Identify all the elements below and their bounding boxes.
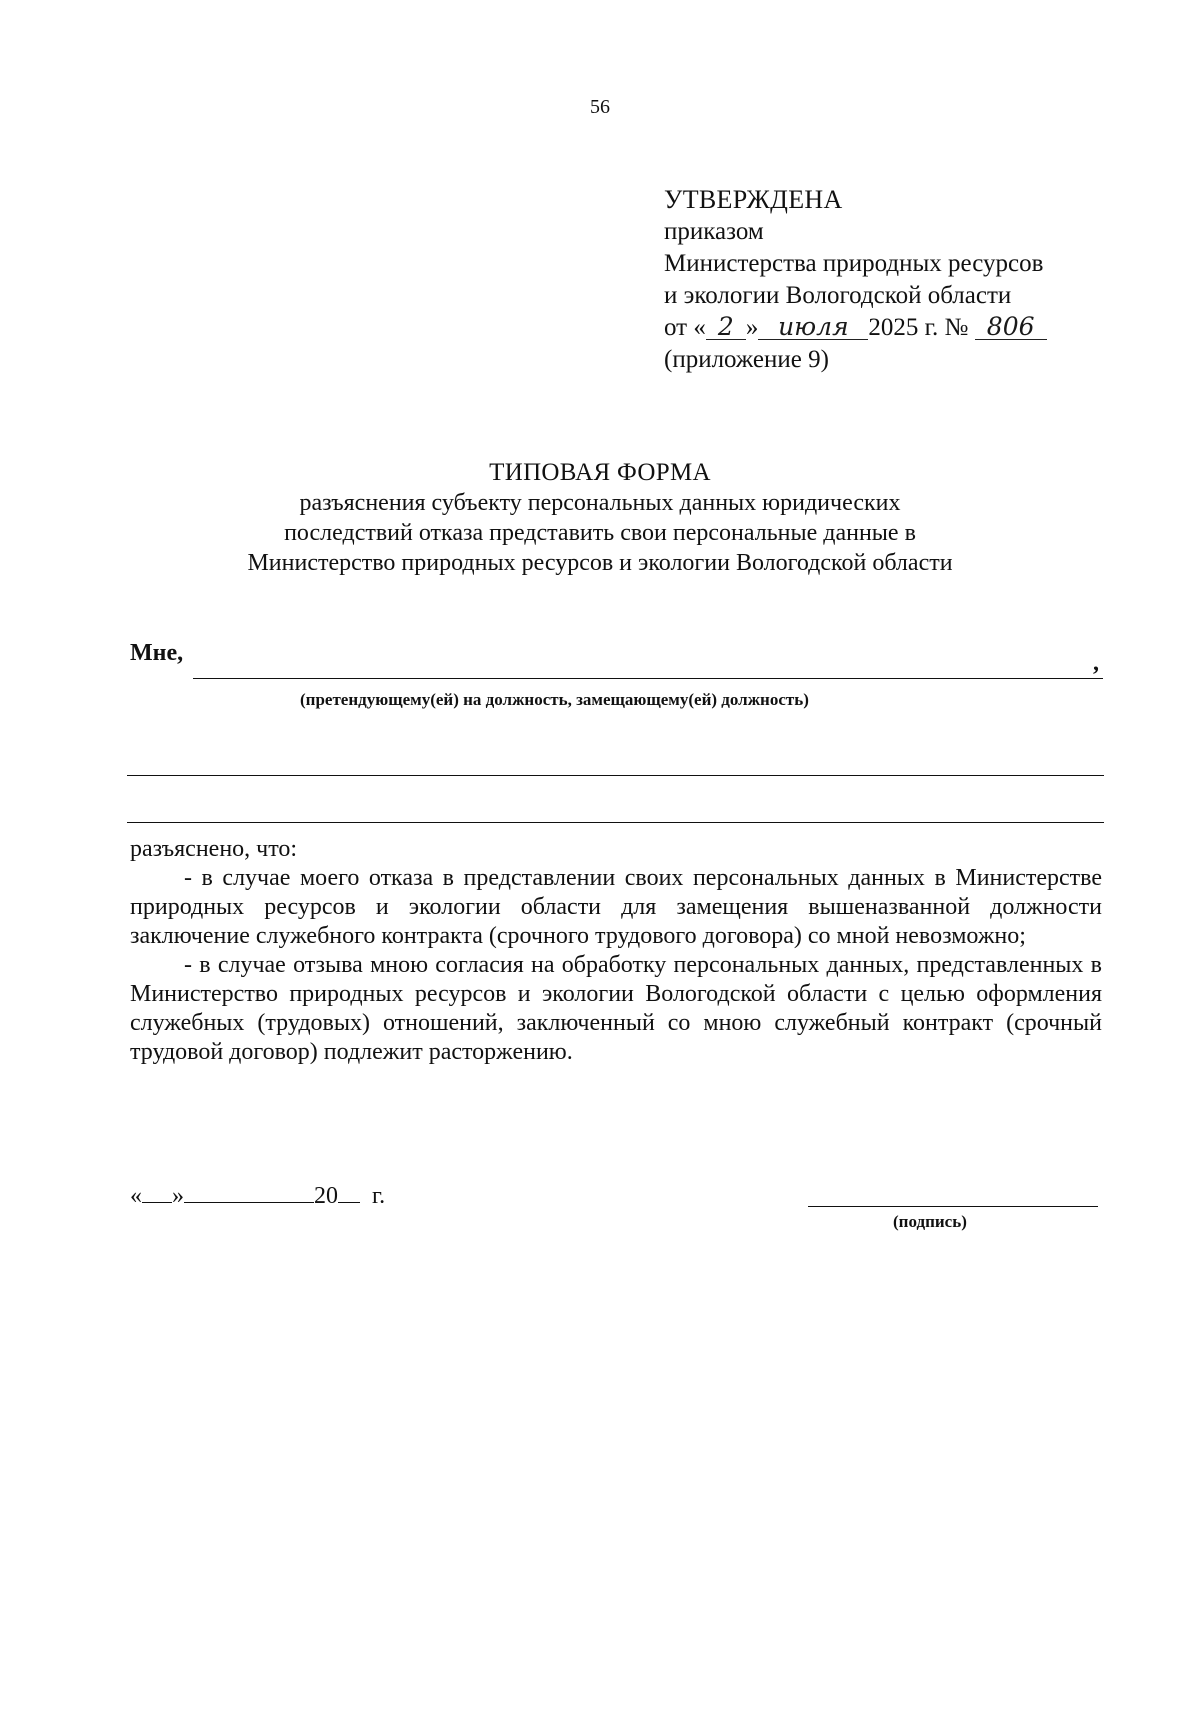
day-blank[interactable] bbox=[142, 1180, 172, 1203]
date-suffix: 2025 г. № bbox=[868, 314, 969, 341]
name-fill-line[interactable] bbox=[193, 678, 1103, 679]
signature-hint: (подпись) bbox=[893, 1212, 967, 1231]
approval-line-order: приказом bbox=[664, 218, 764, 245]
date-prefix: от « bbox=[664, 314, 706, 341]
handwritten-number: 806 bbox=[975, 315, 1047, 340]
form-subtitle-line-1: разъяснения субъекту персональных данных юридических bbox=[299, 490, 901, 516]
page-number: 56 bbox=[590, 96, 610, 118]
approval-date-line bbox=[664, 312, 1047, 344]
form-title-block bbox=[170, 458, 1030, 578]
month-blank[interactable] bbox=[184, 1180, 314, 1203]
approval-block bbox=[664, 184, 1047, 376]
explanation-intro: разъяснено, что: bbox=[130, 836, 298, 862]
position-hint: (претендующему(ей) на должность, замещающему(ей) должность) bbox=[300, 690, 809, 709]
year-prefix: 20 bbox=[314, 1183, 338, 1209]
form-title: ТИПОВАЯ ФОРМА bbox=[489, 459, 711, 486]
appendix-label: (приложение 9) bbox=[664, 346, 829, 373]
explanation-item-1: - в случае моего отказа в представлении своих персональных данных в Министерстве природных ресурсов и экологии области для замещения вышеназванной должности заключение служебного контракта (срочного трудового договора) со мной невозможно; bbox=[130, 865, 1102, 949]
approval-line-region: и экологии Вологодской области bbox=[664, 282, 1012, 309]
handwritten-day: 2 bbox=[706, 315, 746, 340]
date-open-quote: « bbox=[130, 1183, 142, 1209]
form-subtitle-line-3: Министерство природных ресурсов и экологии Вологодской области bbox=[247, 550, 953, 576]
explanation-item-2: - в случае отзыва мною согласия на обработку персональных данных, представленных в Министерство природных ресурсов и экологии Вологодской области с целью оформления служебных (трудовых) отношений, заключенный со мною служебный контракт (срочный трудовой договор) подлежит расторжению. bbox=[130, 952, 1102, 1065]
approval-line-ministry: Министерства природных ресурсов bbox=[664, 250, 1044, 277]
date-close-quote: » bbox=[172, 1183, 184, 1209]
handwritten-month: июля bbox=[758, 315, 868, 340]
year-suffix: г. bbox=[372, 1183, 386, 1209]
position-fill-line-2[interactable] bbox=[127, 822, 1104, 823]
signature-line[interactable] bbox=[808, 1206, 1098, 1207]
date-mid: » bbox=[745, 314, 759, 341]
position-fill-line-1[interactable] bbox=[127, 775, 1104, 776]
mne-label: Мне, bbox=[130, 640, 184, 666]
signature-date bbox=[130, 1180, 385, 1210]
explanation-text bbox=[130, 835, 1102, 1067]
year-blank[interactable] bbox=[338, 1180, 360, 1203]
approved-heading: УТВЕРЖДЕНА bbox=[664, 185, 843, 214]
mne-comma: , bbox=[1093, 650, 1099, 676]
form-subtitle-line-2: последствий отказа представить свои персональные данные в bbox=[284, 520, 916, 546]
